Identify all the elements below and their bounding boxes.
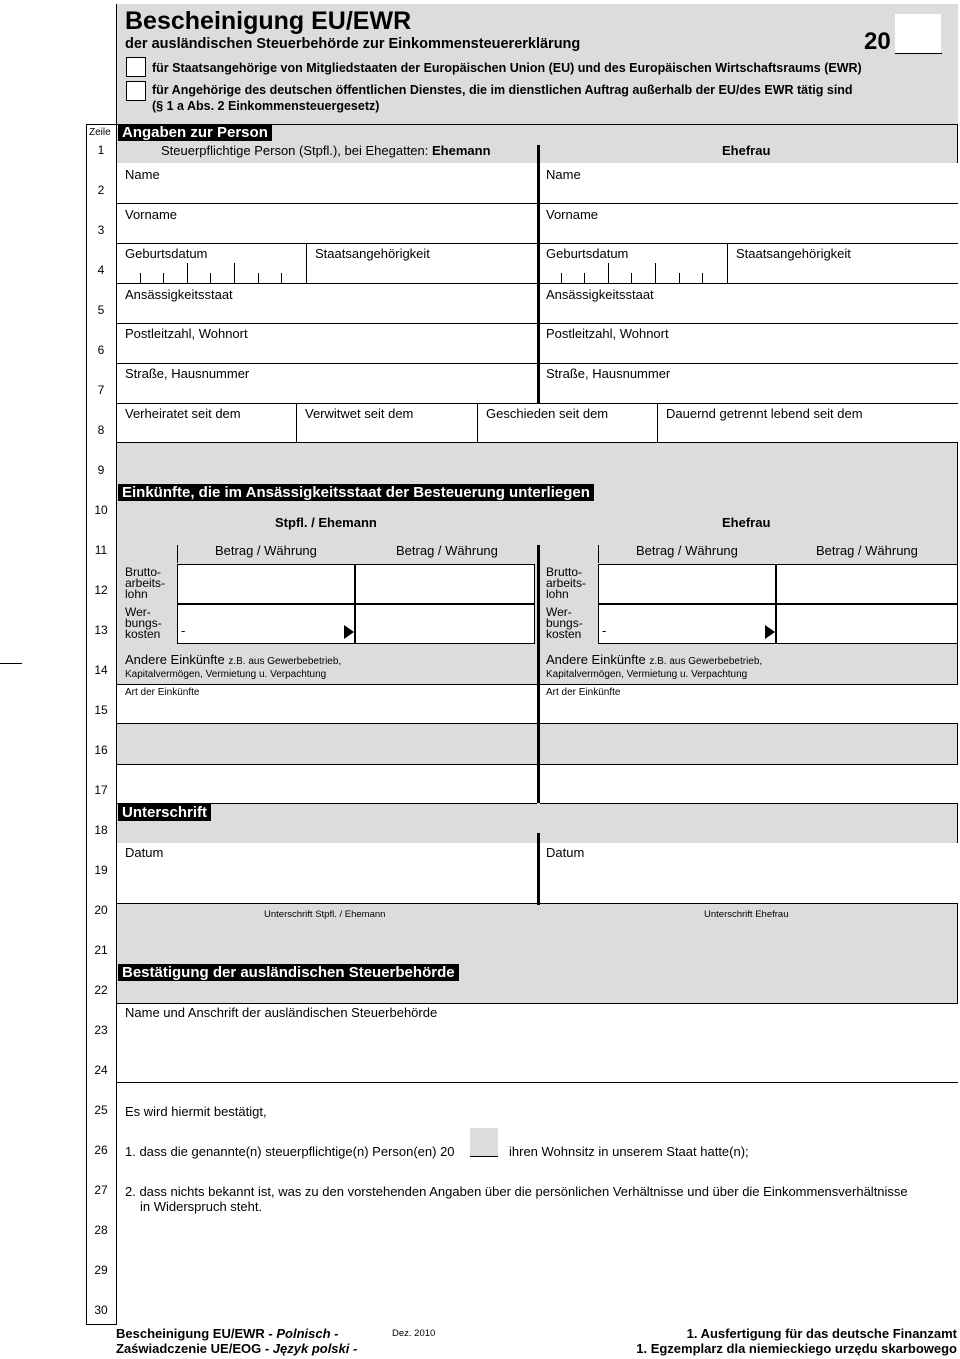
row-number: 14 (94, 663, 108, 677)
date-tick (679, 273, 680, 283)
income-wife-heading: Ehefrau (722, 515, 771, 530)
form-title: Bescheinigung EU/EWR (125, 7, 412, 35)
date-tick (258, 273, 259, 283)
wife-brutto-result[interactable] (776, 564, 958, 604)
date-tick (281, 273, 282, 283)
row-number: 27 (94, 1183, 108, 1197)
footer-date: Dez. 2010 (392, 1328, 436, 1339)
wife-postleitzahl-field[interactable]: Postleitzahl, Wohnort (546, 326, 669, 341)
wife-signature-field[interactable] (540, 843, 958, 903)
row-number: 30 (94, 1303, 108, 1317)
husband-betrag-heading-2: Betrag / Währung (396, 543, 498, 558)
confirmation-year-input[interactable] (470, 1128, 498, 1156)
row-number: 17 (94, 783, 108, 797)
wife-brutto-input[interactable] (598, 564, 776, 604)
form-subtitle: der ausländischen Steuerbehörde zur Einkommensteuererklärung (125, 36, 581, 52)
husband-geburtsdatum-field[interactable]: Geburtsdatum (125, 246, 208, 261)
wife-arrow-icon (765, 625, 775, 639)
date-tick (584, 273, 585, 283)
divider (177, 545, 178, 563)
husband-werbungskosten-input[interactable] (177, 604, 355, 644)
public-service-option-label: für Angehörige des deutschen öffentlichen Dienstes, die im dienstlichen Auftrag außerhalb der EU/des EWR tätig sind (152, 83, 853, 97)
verheiratet-field[interactable]: Verheiratet seit dem (125, 406, 241, 421)
date-tick (234, 263, 235, 283)
eu-ewr-checkbox[interactable] (126, 57, 146, 77)
row-number: 4 (97, 263, 105, 277)
divider (657, 403, 658, 443)
husband-net-result[interactable] (355, 604, 535, 644)
geschieden-field[interactable]: Geschieden seit dem (486, 406, 609, 421)
divider (117, 203, 958, 204)
row-number: 20 (94, 903, 108, 917)
income-husband-heading: Stpfl. / Ehemann (275, 515, 377, 530)
divider (598, 545, 599, 563)
person-section-title: Angaben zur Person (118, 124, 272, 141)
wife-signature-caption: Unterschrift Ehefrau (704, 909, 789, 920)
husband-andere-detail: Kapitalvermögen, Vermietung u. Verpachtung (125, 669, 327, 680)
row-number: 2 (97, 183, 105, 197)
confirmation-intro: Es wird hiermit bestätigt, (125, 1104, 267, 1119)
date-tick (561, 273, 562, 283)
wife-datum-label: Datum (546, 845, 585, 860)
row-number: 15 (94, 703, 108, 717)
husband-brutto-label: Brutto- arbeits- lohn (125, 565, 166, 601)
wife-werbungskosten-label: Wer- bungs- kosten (546, 605, 583, 641)
husband-signature-field[interactable] (117, 843, 537, 903)
divider (117, 363, 958, 364)
eu-ewr-option-label: für Staatsangehörige von Mitgliedstaaten der Europäischen Union (EU) und des Europäischen Wirtschaftsraums (EWR) (152, 61, 862, 75)
wife-minus-sign: - (602, 623, 607, 638)
row-number: 28 (94, 1223, 108, 1237)
divider (117, 243, 958, 244)
husband-vorname-field[interactable]: Vorname (125, 207, 178, 222)
wife-strasse-field[interactable]: Straße, Hausnummer (546, 366, 671, 381)
public-service-checkbox[interactable] (126, 81, 146, 101)
wife-name-field[interactable]: Name (546, 167, 581, 182)
footer-title-de: Bescheinigung EU/EWR - Polnisch - (116, 1326, 339, 1341)
year-input[interactable] (895, 14, 941, 54)
income-section-title: Einkünfte, die im Ansässigkeitsstaat der Besteuerung unterliegen (118, 484, 594, 501)
divider (477, 403, 478, 443)
row-number: 13 (94, 623, 108, 637)
row-number: 26 (94, 1143, 108, 1157)
year-line (470, 1156, 498, 1157)
row-number: 8 (97, 423, 105, 437)
wife-brutto-label: Brutto- arbeits- lohn (546, 565, 587, 601)
date-tick (187, 263, 188, 283)
row-number: 16 (94, 743, 108, 757)
date-tick (140, 273, 141, 283)
wife-art-label: Art der Einkünfte (546, 687, 621, 698)
row-number: 11 (94, 543, 108, 557)
wife-andere-amount-field[interactable] (540, 764, 958, 804)
divider (306, 243, 307, 283)
signature-section-title: Unterschrift (118, 804, 211, 821)
husband-brutto-result[interactable] (355, 564, 535, 604)
signature-line (117, 903, 958, 904)
verwitwet-field[interactable]: Verwitwet seit dem (305, 406, 414, 421)
row-number: 22 (94, 983, 108, 997)
date-tick (608, 263, 609, 283)
husband-andere-label: Andere Einkünfte z.B. aus Gewerbebetrieb, (125, 652, 342, 667)
footer-title-pl: Zaświadczenie UE/EOG - Język polski - (116, 1341, 358, 1356)
wife-betrag-heading-1: Betrag / Währung (636, 543, 738, 558)
husband-betrag-heading-1: Betrag / Währung (215, 543, 317, 558)
row-number: 5 (97, 303, 105, 317)
husband-brutto-input[interactable] (177, 564, 355, 604)
confirmation-point1-a: 1. dass die genannte(n) steuerpflichtige(n) Person(en) 20 (125, 1144, 455, 1159)
row-number: 23 (94, 1023, 108, 1037)
wife-geburtsdatum-field[interactable]: Geburtsdatum (546, 246, 629, 261)
wife-andere-detail: Kapitalvermögen, Vermietung u. Verpachtung (546, 669, 748, 680)
divider (727, 243, 728, 283)
row-number: 1 (97, 143, 105, 157)
row-number: 10 (94, 503, 108, 517)
husband-signature-caption: Unterschrift Stpfl. / Ehemann (264, 909, 386, 920)
husband-minus-sign: - (181, 623, 186, 638)
wife-vorname-field[interactable]: Vorname (546, 207, 599, 222)
divider (296, 403, 297, 443)
public-service-option-law: (§ 1 a Abs. 2 Einkommensteuergesetz) (152, 99, 380, 113)
wife-ansaessigkeitsstaat-field[interactable]: Ansässigkeitsstaat (546, 287, 654, 302)
year-underline (895, 53, 942, 54)
person-intro: Steuerpflichtige Person (Stpfl.), bei Ehegatten: Ehemann (161, 143, 491, 158)
wife-betrag-heading-2: Betrag / Währung (816, 543, 918, 558)
divider (117, 323, 958, 324)
row-number: 21 (94, 943, 108, 957)
row-number: 12 (94, 583, 108, 597)
row-number: 18 (94, 823, 108, 837)
husband-werbungskosten-label: Wer- bungs- kosten (125, 605, 162, 641)
column-divider-top (537, 145, 540, 405)
date-tick (631, 273, 632, 283)
confirmation-point2-line1: 2. dass nichts bekannt ist, was zu den vorstehenden Angaben über die persönlichen Verhältnisse und über die Einkommensverhältnisse (125, 1184, 908, 1199)
row-number: 9 (97, 463, 105, 477)
confirmation-point1-b: ihren Wohnsitz in unserem Staat hatte(n); (509, 1144, 749, 1159)
wife-net-result[interactable] (776, 604, 958, 644)
husband-postleitzahl-field[interactable]: Postleitzahl, Wohnort (125, 326, 248, 341)
husband-ansaessigkeitsstaat-field[interactable]: Ansässigkeitsstaat (125, 287, 233, 302)
date-tick (655, 263, 656, 283)
date-tick (702, 273, 703, 283)
margin-mark (0, 663, 22, 664)
getrennt-field[interactable]: Dauernd getrennt lebend seit dem (666, 406, 863, 421)
wife-staatsangehoerigkeit-field[interactable]: Staatsangehörigkeit (736, 246, 851, 261)
wife-column-heading: Ehefrau (722, 143, 771, 158)
row-number: 25 (94, 1103, 108, 1117)
row-number: 3 (97, 223, 105, 237)
husband-name-field[interactable]: Name (125, 167, 160, 182)
date-tick (210, 273, 211, 283)
footer-copy-pl: 1. Egzemplarz dla niemieckiego urzędu skarbowego (636, 1341, 957, 1356)
wife-andere-label: Andere Einkünfte z.B. aus Gewerbebetrieb, (546, 652, 763, 667)
column-divider-signature (537, 833, 540, 905)
husband-staatsangehoerigkeit-field[interactable]: Staatsangehörigkeit (315, 246, 430, 261)
row-number: 6 (97, 343, 105, 357)
row-number: 29 (94, 1263, 108, 1277)
husband-art-label: Art der Einkünfte (125, 687, 200, 698)
husband-andere-amount-field[interactable] (117, 764, 537, 804)
confirmation-section-title: Bestätigung der ausländischen Steuerbehörde (118, 964, 459, 981)
row-number: 19 (94, 863, 108, 877)
zeile-label: Zeile (89, 127, 111, 138)
year-prefix: 20 (864, 28, 891, 55)
footer-copy-de: 1. Ausfertigung für das deutsche Finanzamt (686, 1326, 957, 1341)
wife-werbungskosten-input[interactable] (598, 604, 776, 644)
confirmation-point2-line2: in Widerspruch steht. (140, 1199, 263, 1214)
husband-strasse-field[interactable]: Straße, Hausnummer (125, 366, 250, 381)
date-tick (163, 273, 164, 283)
divider (117, 283, 958, 284)
husband-arrow-icon (344, 625, 354, 639)
authority-label: Name und Anschrift der ausländischen Steuerbehörde (125, 1005, 438, 1020)
row-number: 24 (94, 1063, 108, 1077)
husband-datum-label: Datum (125, 845, 164, 860)
row-number: 7 (97, 383, 105, 397)
